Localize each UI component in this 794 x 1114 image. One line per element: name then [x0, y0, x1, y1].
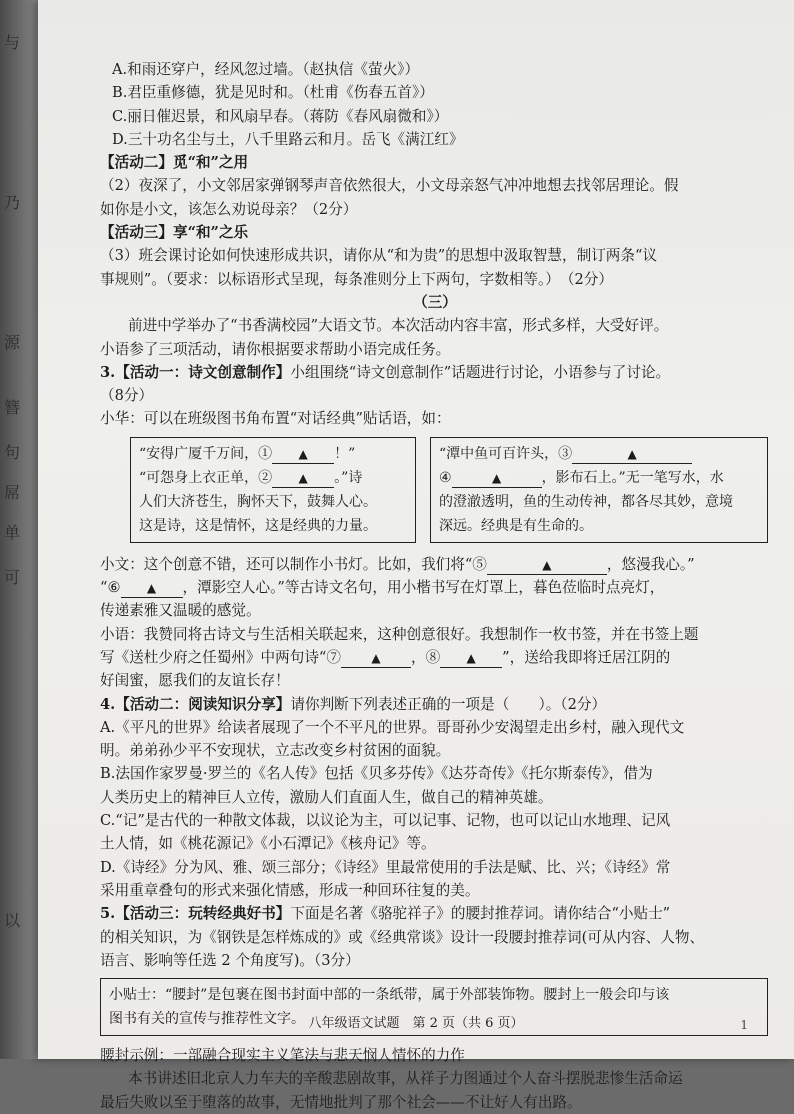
blank-marker: ▲ [542, 557, 552, 572]
poster-left-text: 。”诗 [334, 469, 363, 486]
xiaowen-text: 传递素雅又温暖的感觉。 [100, 602, 261, 620]
option-d: D.三十功名尘与土，八千里路云和月。岳飞《满江红》 [112, 130, 464, 148]
xiaoyu-text: 小语：我赞同将古诗文与生活相关联起来，这种创意很好。我想制作一枚书签，并在书签上题 [100, 625, 699, 643]
xiaoyu-text: 好闺蜜，愿我们的友谊长存！ [100, 672, 290, 690]
q5-text: 下面是名著《骆驼祥子》的腰封推荐词。请你结合“小贴士” [290, 905, 671, 923]
q5-prompt [100, 902, 770, 925]
answer-blank-1[interactable] [272, 445, 334, 464]
option-c: C.丽日催迟景，和风扇早春。（蒋防《春风扇微和》） [112, 107, 449, 125]
q4-option-c: C.“记”是古代的一种散文体裁，以议论为主，可以记事、记物，也可以记山水地理、记风 [100, 812, 671, 830]
poster-left-text: 这是诗，这是情怀，这是经典的力量。 [139, 517, 377, 534]
answer-blank-4[interactable] [452, 469, 542, 488]
q5-heading: 5.【活动三：玩转经典好书】 [100, 905, 291, 923]
q4-prompt [100, 693, 770, 716]
tip-text-2: 图书有关的宣传与推荐性文字。 [109, 1011, 305, 1028]
answer-blank-2[interactable] [272, 469, 334, 488]
sample-text-2: 最后失败以至于堕落的故事，无情地批判了那个社会——不让好人有出路。 [100, 1093, 582, 1111]
blank-marker: ▲ [466, 650, 476, 665]
poster-box-right [430, 437, 768, 543]
q3b-heading: 3.【活动一：诗文创意制作】 [100, 363, 291, 381]
q3b-prompt [100, 361, 770, 384]
edge-char: 屌 [4, 483, 21, 502]
edge-char: 以 [4, 911, 21, 930]
blank-marker: ▲ [146, 581, 157, 596]
poster-left-text: “安得广厦千万间，① [139, 445, 273, 462]
q4-option-a-cont: 明。弟弟孙少平不安现状，立志改变乡村贫困的面貌。 [100, 742, 451, 760]
exam-page [38, 0, 794, 1111]
poster-right-text: ，影布石上。”无一笔写水，水 [541, 469, 724, 486]
blank-marker: ▲ [298, 470, 308, 485]
q4-option-c-cont: 土人情，如《桃花源记》《小石潭记》《核舟记》等。 [100, 835, 436, 853]
poster-right-text: “潭中鱼可百许头，③ [439, 445, 573, 462]
neighbor-page-edge [4, 0, 32, 1059]
q4-heading: 4.【活动二：阅读知识分享】 [100, 695, 291, 713]
poster-left-text: ！” [334, 445, 356, 462]
blank-marker: ▲ [627, 446, 637, 461]
poster-examples [130, 437, 770, 543]
q3-text-2: 事规则”。（要求：以标语形式呈现，每条准则分上下两句，字数相等。） （2分） [100, 270, 613, 288]
edge-char: 乃 [4, 193, 21, 212]
xiaowen-text: ，潭影空人心。”等古诗文名句，用小楷书写在灯罩上，暮色莅临时点亮灯， [182, 579, 665, 597]
q4-option-d-cont: 采用重章叠句的形式来强化情感，形成一种回环往复的美。 [100, 881, 480, 899]
intro-text-1: 前进中学举办了“书香满校园”大语文节。本次活动内容丰富，形式多样，大受好评。 [128, 317, 669, 335]
sample-title: 腰封示例：一部融合现实主义笔法与悲天悯人情怀的力作 [100, 1047, 465, 1065]
corner-mark: 1 [740, 1018, 748, 1032]
edge-char: 单 [4, 523, 21, 542]
poster-left-text: 人们大济苍生，胸怀天下，鼓舞人心。 [139, 493, 377, 510]
intro-text-2: 小语参了三项活动，请你根据要求帮助小语完成任务。 [100, 340, 451, 358]
edge-char: 可 [4, 568, 21, 587]
q4-option-d: D.《诗经》分为风、雅、颂三部分；《诗经》里最常使用的手法是赋、比、兴；《诗经》常 [100, 858, 671, 876]
q5-text-3: 语言、影响等任选 2 个角度写)。（3分） [100, 951, 360, 969]
poster-box-left [130, 437, 416, 543]
activity2-title: 【活动二】觅“和”之用 [100, 154, 249, 172]
answer-blank-7[interactable] [341, 649, 411, 668]
edge-char: 簪 [4, 398, 21, 417]
poster-right-text: ④ [439, 469, 452, 486]
q4-option-b-cont: 人类历史上的精神巨人立传，激励人们直面人生，做自己的精神英雄。 [100, 788, 553, 806]
blank-marker: ▲ [298, 446, 308, 461]
xiaoyu-text: ”，送给我即将迁居江阴的 [502, 648, 671, 666]
q3b-text: 小组围绕“诗文创意制作”话题进行讨论，小语参与了讨论。 [290, 363, 671, 381]
sample-text-1: 本书讲述旧北京人力车夫的辛酸悲剧故事，从祥子力图通过个人奋斗摆脱悲惨生活命运 [128, 1070, 683, 1088]
q5-text-2: 的相关知识，为《钢铁是怎样炼成的》或《经典常谈》设计一段腰封推荐词(可从内容、人物、 [100, 928, 705, 946]
poster-right-text: 深远。经典是有生命的。 [439, 517, 593, 534]
xiaowen-text: ，悠漫我心。” [606, 555, 695, 573]
edge-char: 源 [4, 333, 21, 352]
option-b: B.君臣重修德，犹是见时和。（杜甫《伤春五首》） [112, 84, 434, 102]
answer-blank-8[interactable] [440, 649, 502, 668]
q3-text-1: （3）班会课讨论如何快速形成共识，请你从“和为贵”的思想中汲取智慧，制订两条“议 [100, 247, 658, 265]
q4-option-a: A.《平凡的世界》给读者展现了一个不平凡的世界。哥哥孙少安渴望走出乡村，融入现代文 [100, 718, 685, 736]
blank-marker: ▲ [491, 470, 502, 485]
poster-left-text: “可怨身上衣正单，② [139, 469, 273, 486]
edge-char: 与 [4, 33, 21, 52]
tip-text-1: 小贴士：“腰封”是包裹在图书封面中部的一条纸带，属于外部装饰物。腰封上一般会印与该 [109, 987, 670, 1004]
xiaowen-text: “⑥ [100, 579, 121, 597]
section-heading: （三） [413, 293, 457, 311]
option-a: A.和雨还穿户，经风忽过墙。（赵执信《萤火》） [112, 61, 420, 78]
edge-char: 句 [4, 443, 21, 462]
blank-marker: ▲ [371, 650, 381, 665]
page-content [100, 58, 770, 1114]
xiaoyu-text: ，⑧ [410, 648, 441, 666]
answer-blank-3[interactable] [572, 445, 692, 464]
poster-right-text: 的澄澈透明，鱼的生动传神，都各尽其妙，意境 [439, 493, 733, 510]
q2-text-1: （2）夜深了，小文邻居家弹钢琴声音依然很大，小文母亲怒气冲冲地想去找邻居理论。假 [100, 177, 679, 195]
page-footer: 八年级语文试题 第 2 页（共 6 页） [308, 1016, 524, 1031]
answer-blank-5[interactable] [487, 556, 607, 575]
xiaohua-text: 小华：可以在班级图书角布置“对话经典”贴话语，如： [100, 410, 451, 428]
q3b-score: （8分） [100, 387, 154, 405]
xiaowen-text: 小文：这个创意不错，还可以制作小书灯。比如，我们将“⑤ [100, 555, 487, 573]
q2-text-2: 如你是小文，该怎么劝说母亲？（2分） [100, 200, 358, 218]
q4-option-b: B.法国作家罗曼·罗兰的《名人传》包括《贝多芬传》《达芬奇传》《托尔斯泰传》，借为 [100, 765, 653, 783]
q4-text: 请你判断下列表述正确的一项是（ ）。（2分） [290, 695, 607, 713]
answer-blank-6[interactable] [121, 579, 183, 598]
activity3-title: 【活动三】享“和”之乐 [100, 224, 249, 242]
xiaoyu-text: 写《送杜少府之任蜀州》中两句诗“⑦ [100, 648, 341, 666]
